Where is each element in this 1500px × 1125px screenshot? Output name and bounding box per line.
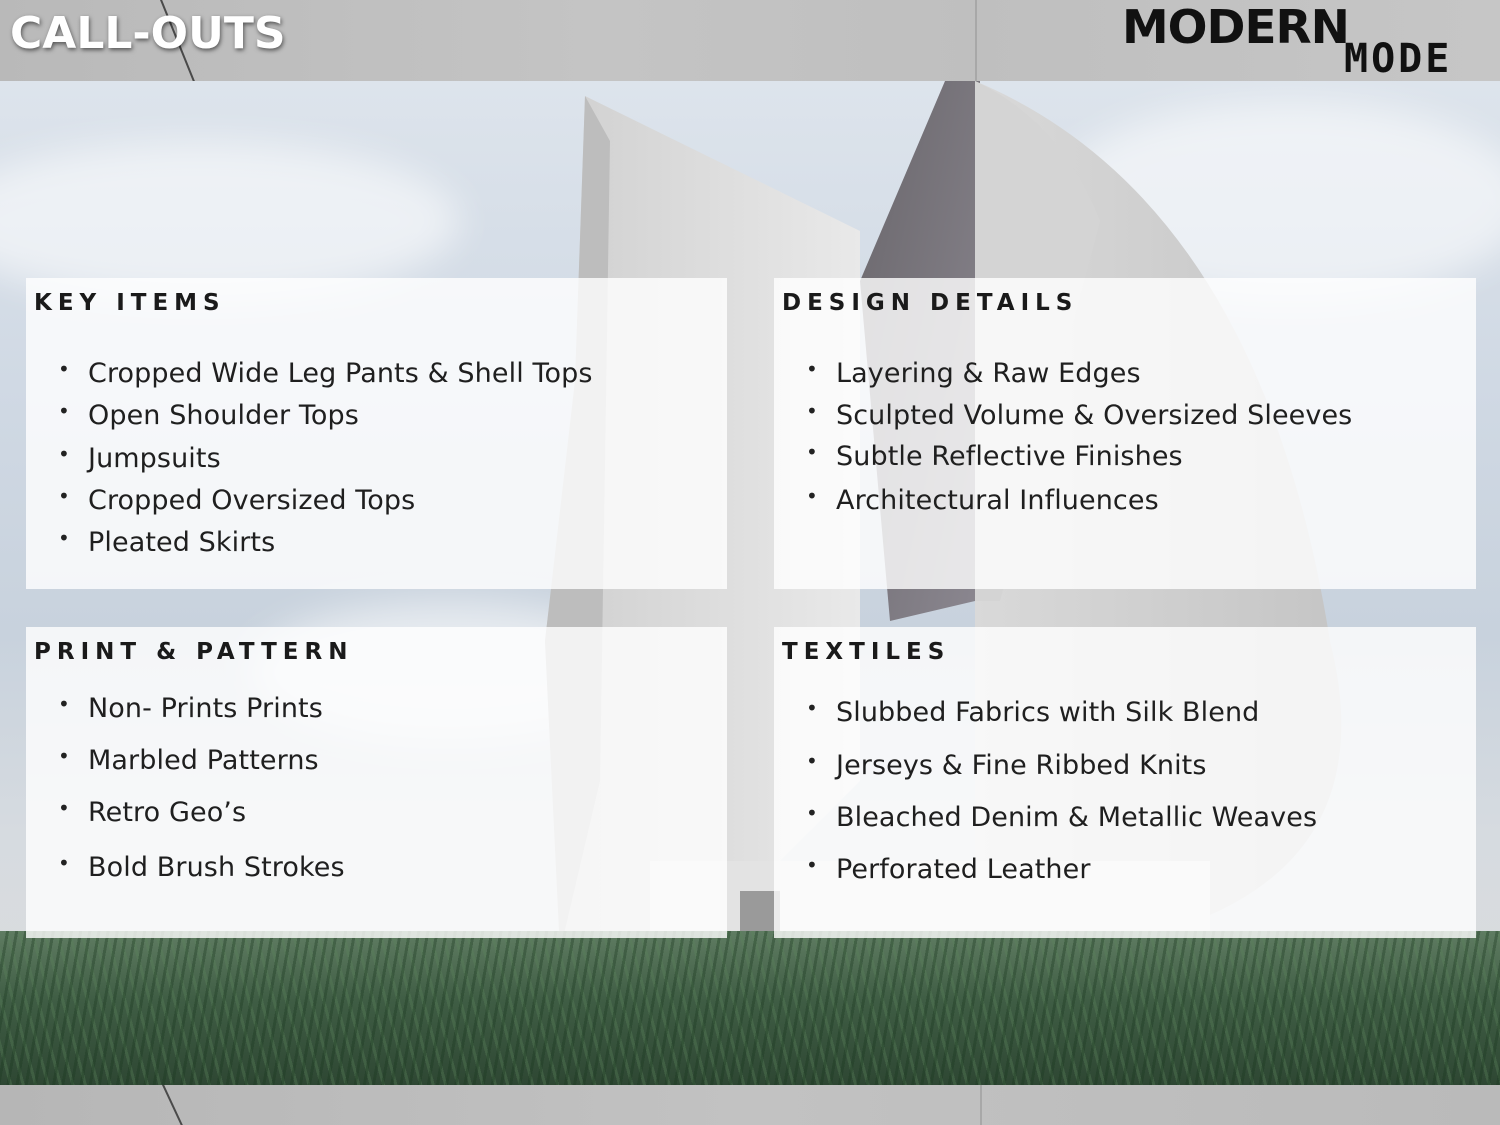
logo-word-mode: MODE [1344, 36, 1453, 81]
list-item: • Pleated Skirts [88, 527, 275, 558]
list-item: • Sculpted Volume & Oversized Sleeves [836, 400, 1352, 431]
list-item: • Cropped Oversized Tops [88, 485, 415, 516]
textiles-heading: TEXTILES [782, 639, 951, 665]
list-item: • Jerseys & Fine Ribbed Knits [836, 750, 1207, 781]
list-item: • Subtle Reflective Finishes [836, 441, 1183, 472]
design-details-card [774, 278, 1476, 589]
list-item: • Non- Prints Prints [88, 693, 323, 724]
list-item: • Jumpsuits [88, 443, 221, 474]
list-item: • Open Shoulder Tops [88, 400, 359, 431]
logo-word-modern: MODERN [1122, 0, 1349, 54]
header-bar [0, 0, 1500, 81]
list-item: • Perforated Leather [836, 854, 1091, 885]
print-pattern-card [26, 627, 727, 938]
print-pattern-heading: PRINT & PATTERN [34, 639, 354, 665]
hedge [0, 931, 1500, 1085]
list-item: • Marbled Patterns [88, 745, 319, 776]
list-item: • Cropped Wide Leg Pants & Shell Tops [88, 358, 593, 389]
page-title: CALL-OUTS [10, 8, 286, 59]
list-item: • Architectural Influences [836, 485, 1159, 516]
list-item: • Layering & Raw Edges [836, 358, 1141, 389]
key-items-card [26, 278, 727, 589]
list-item: • Bleached Denim & Metallic Weaves [836, 802, 1317, 833]
concrete-seam [980, 1085, 982, 1125]
textiles-card [774, 627, 1476, 938]
design-details-heading: DESIGN DETAILS [782, 290, 1079, 316]
list-item: • Bold Brush Strokes [88, 852, 345, 883]
list-item: • Retro Geo’s [88, 797, 246, 828]
footer-bar [0, 1085, 1500, 1125]
concrete-seam [975, 0, 977, 81]
concrete-crack [162, 1085, 183, 1125]
key-items-heading: KEY ITEMS [34, 290, 226, 316]
list-item: • Slubbed Fabrics with Silk Blend [836, 697, 1259, 728]
